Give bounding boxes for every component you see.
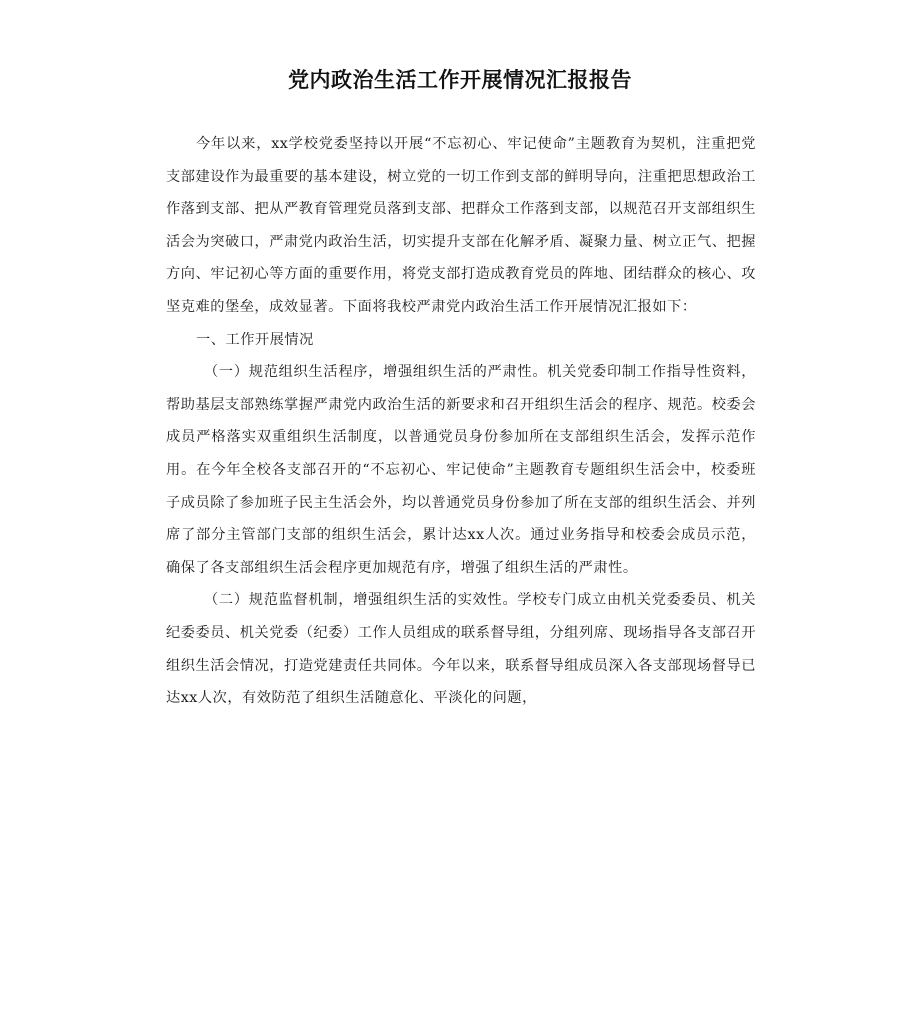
section-heading: 一、工作开展情况 bbox=[196, 331, 314, 348]
intro-paragraph: 今年以来，xx学校党委坚持以开展“不忘初心、牢记使命”主题教育为契机，注重把党支部建设作为最重要的基本建设，树立党的一切工作到支部的鲜明导向，注重把思想政治工作落到支部、把从严教育管理党员落到支部、把群众工作落到支部，以规范召开支部组织生活会为突破口，严肃党内政治生活，切实提升支部在化解矛盾、凝聚力量、树立正气、把握方向、牢记初心等方面的重要作用，将党支部打造成教育党员的阵地、团结群众的核心、攻坚克难的堡垒，成效显著。下面将我校严肃党内政治生活工作开展情况汇报如下： bbox=[166, 136, 756, 315]
subsection-one-paragraph: （一）规范组织生活程序，增强组织生活的严肃性。机关党委印制工作指导性资料，帮助基层支部熟练掌握严肃党内政治生活的新要求和召开组织生活会的程序、规范。校委会成员严格落实双重组织生活制度，以普通党员身份参加所在支部组织生活会，发挥示范作用。在今年全校各支部召开的“不忘初心、牢记使命”主题教育专题组织生活会中，校委班子成员除了参加班子民主生活会外，均以普通党员身份参加了所在支部的组织生活会、并列席了部分主管部门支部的组织生活会，累计达xx人次。通过业务指导和校委会成员示范，确保了各支部组织生活会程序更加规范有序，增强了组织生活的严肃性。 bbox=[166, 364, 756, 576]
document-body bbox=[166, 128, 756, 715]
subsection-two-paragraph: （二）规范监督机制，增强组织生活的实效性。学校专门成立由机关党委委员、机关纪委委员、机关党委（纪委）工作人员组成的联系督导组，分组列席、现场指导各支部召开组织生活会情况，打造党建责任共同体。今年以来，联系督导组成员深入各支部现场督导已达xx人次，有效防范了组织生活随意化、平淡化的问题， bbox=[166, 592, 756, 707]
document-title: 党内政治生活工作开展情况汇报报告 bbox=[288, 68, 632, 92]
